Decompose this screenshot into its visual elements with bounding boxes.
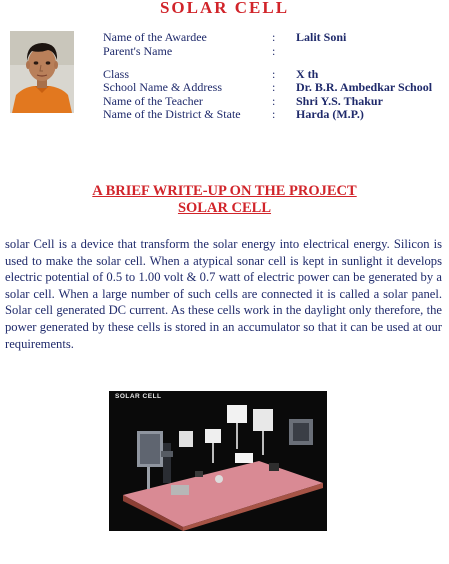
parent-label: Parent's Name: [103, 43, 173, 58]
awardee-label: Name of the Awardee: [103, 30, 207, 44]
district-label: Name of the District & State: [103, 107, 241, 121]
awardee-colon: :: [272, 30, 276, 44]
solar-model-photo-icon: [109, 391, 327, 531]
class-value: X th: [296, 66, 319, 81]
school-value: Dr. B.R. Ambedkar School: [296, 80, 433, 94]
district-colon: :: [272, 107, 276, 121]
school-colon: :: [272, 80, 276, 94]
student-portrait-icon: [10, 31, 74, 113]
teacher-colon: :: [272, 93, 276, 108]
school-label: School Name & Address: [103, 80, 222, 94]
class-label: Class: [103, 66, 130, 81]
page-title: SOLAR CELL: [159, 0, 290, 17]
class-colon: :: [272, 66, 276, 81]
parent-colon: :: [272, 43, 276, 58]
district-value: Harda (M.P.): [296, 107, 364, 121]
writeup-heading-line1: A BRIEF WRITE-UP ON THE PROJECT: [92, 183, 357, 199]
photo-label: SOLAR CELL: [115, 393, 162, 400]
teacher-label: Name of the Teacher: [103, 93, 203, 108]
writeup-heading-line2: SOLAR CELL: [177, 200, 272, 216]
writeup-body: solar Cell is a device that transform the solar energy into electrical energy. Silicon is used to make the solar cell. When a atypical sonar cell is kept in sunlight it develops electric potential of 0.5 to 1.00 volt & 0.7 watt of electric power can be generated by a solar cell. When a large number of such cells are connected it is called a solar panel. Solar cell generated DC current. As these cells work in the daylight only therefore, the power generated by these cells is stored in an accumulator so that it can be used at our requirements.: [5, 237, 442, 351]
writeup-heading: [0, 183, 449, 217]
teacher-value: Shri Y.S. Thakur: [296, 93, 383, 108]
awardee-value: Lalit Soni: [296, 30, 347, 44]
